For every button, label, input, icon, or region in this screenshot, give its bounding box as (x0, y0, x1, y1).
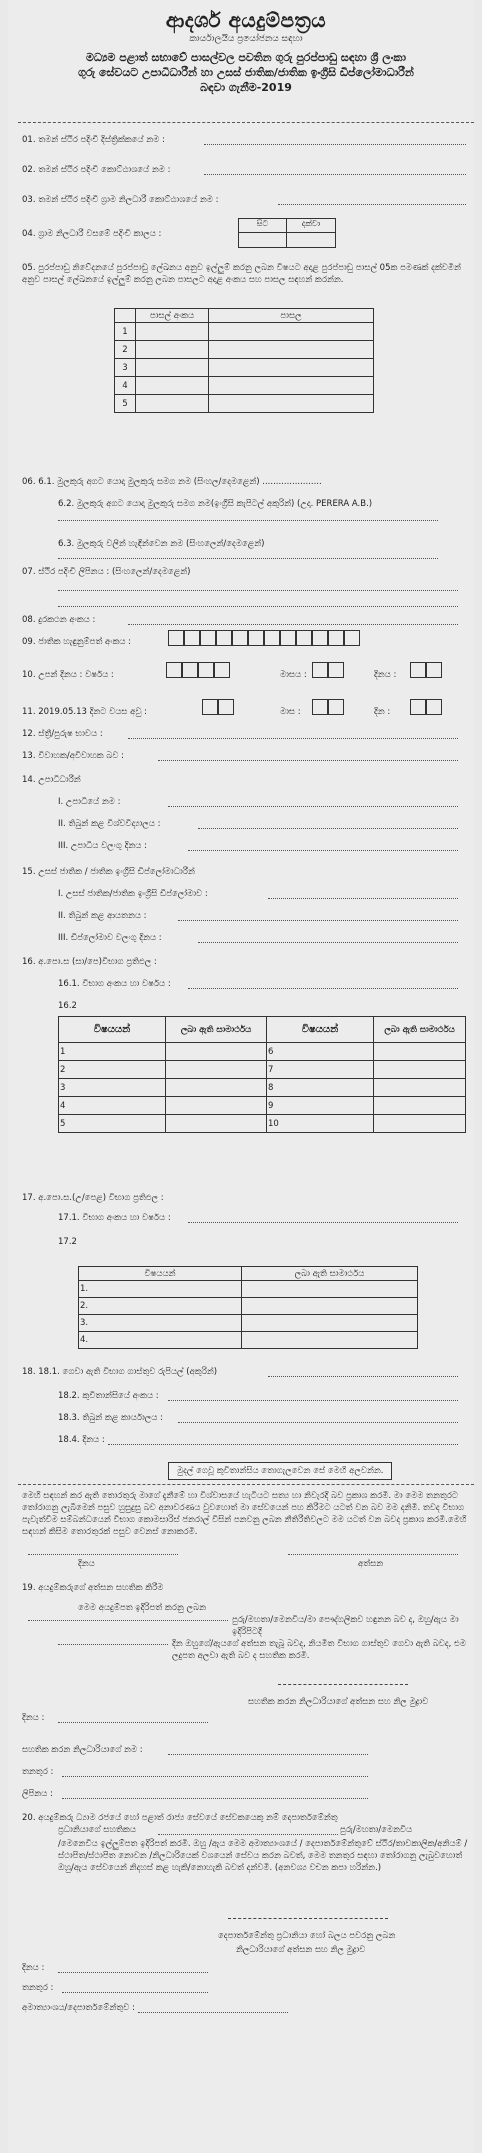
dob-day-label: දිනය : (374, 670, 397, 680)
ol-results-table (58, 1016, 466, 1133)
table-row[interactable]: 2 (115, 341, 374, 359)
declaration-signature-input[interactable] (288, 1554, 458, 1555)
degree-name-input[interactable] (168, 806, 458, 807)
gn-division-input[interactable] (278, 204, 466, 205)
paid-date-input[interactable] (108, 1444, 458, 1445)
diploma-input[interactable] (268, 898, 458, 899)
office-use-label: කාර්යාලයීය ප්‍රයෝජනය සඳහා (189, 34, 303, 44)
form-page (8, 0, 474, 2153)
nic-number: 09. ජාතික හැඳුනුම්පත් අංකය : (22, 637, 132, 647)
name-by-initials-input[interactable] (58, 558, 438, 559)
schools-table (114, 308, 374, 413)
table-row[interactable]: 2 7 (59, 1061, 466, 1079)
declaration-signature-label: අත්සන (358, 1559, 384, 1569)
residence-period-box[interactable] (238, 218, 336, 248)
civil-status-input[interactable] (158, 760, 458, 761)
al-results-subheading: 17.2 (58, 1237, 77, 1247)
paid-office: 18.3. තිබුන් කළ කාර්යාලය : (58, 1413, 163, 1423)
degree-valid-date: III. උපාධිය වලංගු දිනය : (58, 841, 147, 851)
al-grade-header: ලබා ඇති සාමාර්ථය (242, 1267, 418, 1281)
form-heading (18, 50, 474, 95)
nic-boxes[interactable] (168, 630, 360, 646)
ol-index-year: 16.1. විභාග අංකය හා වර්ෂය : (58, 979, 171, 989)
phone-number: 08. දුරකථන අංකය : (22, 615, 96, 625)
employee-title: පුරු/මහතා/මෙනවිය (340, 1825, 413, 1835)
form-frame (18, 6, 474, 2146)
department-head-signature-line[interactable] (228, 1918, 388, 1919)
name-en-input[interactable] (58, 520, 438, 521)
form-title: ආදර්ශ අයදුම්පත්‍රය (165, 8, 327, 32)
declaration-date-input[interactable] (28, 1554, 178, 1555)
certification-date-input[interactable] (58, 1644, 168, 1645)
ministry-input[interactable] (138, 2012, 288, 2013)
certifier-post-label: තනතුර : (22, 1767, 54, 1777)
phone-input[interactable] (128, 624, 458, 625)
department-date-label: දිනය : (22, 1963, 45, 1973)
table-row[interactable]: 5 (115, 395, 374, 413)
paid-office-input[interactable] (178, 1422, 458, 1423)
certification-line-2: පුරු/මහතා/මෙනවිය/මා පෞද්ගලිකව හඳුනන බව ද, ඔහු/ඇය මා ඉදිරිපිටදී (232, 1615, 459, 1637)
table-row[interactable]: 4 9 (59, 1097, 466, 1115)
university: II. තිබුන් කළ විශ්වවිද්‍යාලය : (58, 819, 161, 829)
al-subject-header: විෂයයන් (79, 1267, 242, 1281)
dob-year-boxes[interactable] (166, 662, 230, 678)
department-head-heading: 20. අයදුම්කරු ධ්‍යාම රජයේ හෝ පළාත් රාජ්‍ය සේවයේ සේවකයෙකු නම් දෙපාර්තමේන්තු (22, 1813, 338, 1823)
declaration-date-label: දිනය (78, 1559, 95, 1569)
to-label: දක්වා (287, 219, 335, 233)
table-row[interactable]: 3 8 (59, 1079, 466, 1097)
field-schools-instructions: 05. පුරප්පාඩු නිවේදනයේ පුරප්පාඩු ලේඛනය අනුව ඉල්ලුම් කරනු ලබන විෂයට අදාළ පුරප්පාඩු පාසල් 05ක පමණක් දක්වමින් අනුව පාසල් ලේඛනයේ ඉල්ලුම් කරනු ලබන පාසලට අදාළ අංකය සහ පාසල සඳහන් කරන්න. (22, 263, 461, 285)
civil-status: 13. විවාහක/අවිවාහක බව : (22, 751, 124, 761)
department-head-sig-label-2: නිලධාරියාගේ අත්සන සහ නිල මුද්‍රාව (236, 1945, 366, 1955)
department-post-input[interactable] (62, 1992, 208, 1993)
age-months-label: මාස : (280, 707, 301, 717)
department-head-cert-label: ප්‍රධානියාගේ සහතිකය (58, 1825, 136, 1835)
table-row[interactable]: 3. (79, 1315, 418, 1332)
al-results-heading: 17. අ.පො.ස.(උ/පෙළ) විභාග ප්‍රතිඵල : (22, 1193, 164, 1203)
age-days-boxes[interactable] (410, 699, 442, 715)
ministry-label: අමාත්‍යාංශය/දෙපාර්තමේන්තුව : (22, 2003, 135, 2013)
department-head-text: /මෙනෙවිය ඉල්ලුම්පත ඉදිරිපත් කරමි. ඔහු /ඇය මෙම අමාත්‍යාංශයේ / දෙපාර්තමේන්තුවේ ස්ථිර/තාවකාලික/අනියම් /ස්ථාපිත/ස්ථාපිත නොවන /නිලධාරියෙක් වශයෙන් සේවය කරන බවත්, මෙම තනතුර සඳහා තෝරාගනු ලැබුවහොත් ඔහු/ඇය සේවයෙන් නිදහස් කළ හැකි/නොහැකි බවත් දන්වමි. (අනවශ්‍ය වචන කපා හරින්න.) (58, 1839, 468, 1873)
certifier-signature-line[interactable] (278, 1684, 408, 1685)
from-label: සිට (239, 219, 287, 233)
division-input[interactable] (204, 174, 466, 175)
table-row[interactable]: 5 10 (59, 1115, 466, 1133)
dob-month-boxes[interactable] (312, 662, 344, 678)
certifier-post-input[interactable] (62, 1776, 368, 1777)
al-index-input[interactable] (188, 1222, 458, 1223)
diploma-heading: 15. උසස් ජාතික / ජාතික ඉංග්‍රීසි ඩිප්ලෝමාධාරීන් (22, 867, 195, 877)
certification-line-1: මෙම අයදුම්පත ඉදිරිපත් කරනු ලබන (78, 1603, 206, 1613)
certifier-date-label: දිනය : (22, 1713, 45, 1723)
diploma-institute: II. තිබුන් කළ ආයතනය : (58, 911, 147, 921)
exam-fee-input[interactable] (268, 1376, 458, 1377)
table-row[interactable]: 3 (115, 359, 374, 377)
field-gn-division: 03. තමන් ස්ථිර පදිංචි ග්‍රාම නිලධාරී කොට්ඨාශයේ නම : (22, 195, 219, 205)
table-row[interactable]: 1 (115, 323, 374, 341)
graduates-heading: 14. උපාධිධාරීන් (22, 775, 81, 785)
table-row[interactable]: 4 (115, 377, 374, 395)
certifier-date-input[interactable] (58, 1722, 208, 1723)
age-years-boxes[interactable] (202, 699, 234, 715)
ol-grade-header: ලබා ඇති සාමාර්ථය (166, 1017, 267, 1043)
permanent-address: 07. ස්ථිර පදිංචි ලිපිනය : (සිංහලෙන්/දෙමළෙන්) (22, 567, 191, 577)
age-label: 11. 2019.05.13 දිනට වයස අවු : (22, 707, 148, 717)
declaration-text: මෙහි සඳහන් කර ඇති තොරතුරු මාගේ දැනීමේ හා විශ්වාසයේ හැටියට සත්‍ය හා නිවැරදි බව ප්‍රකාශ කරමි. මා මෙම තනතුරට තෝරාගනු ලැබීමෙන් පසුව හුසුදුසු බව අනාවරණය වුවහොත් මා සේවයෙන් පහ කිරීමට යටත් වන බව මම දනිමි. තවද විභාග පැවැත්වීම සම්බන්ධයෙන් විභාග කොමසාරිස් ජනරාල් විසින් පනවනු ලබන නීතිරීතිවලට මම යටත් වන බවද ප්‍රකාශ කරමි.මෙහි සඳහන් කිසිම තොරතුරක් පසුව වෙනස් නොකරමි. (22, 1491, 467, 1537)
diploma-valid-date-input[interactable] (198, 942, 458, 943)
district-input[interactable] (204, 144, 466, 145)
employee-name-input[interactable] (158, 1834, 338, 1835)
table-row[interactable]: 1 6 (59, 1043, 466, 1061)
signature-certification-heading: 19. අයදුම්කරුගේ අත්සන සහතික කිරීම (22, 1583, 164, 1593)
ol-index-input[interactable] (188, 988, 458, 989)
name-with-initials-en: 6.2. මුලකුරු අගට යොදා මුලකුරු සමග නම(ඉංග්‍රීසි කැපිටල් අකුරින්) (උදා. PERERA A.B.) (58, 499, 373, 509)
certifier-name-label: සහතික කරන නිලධාරියාගේ නම : (22, 1745, 143, 1755)
gender: 12. ස්ත්‍රී/පුරුෂ භාවය : (22, 729, 103, 739)
university-input[interactable] (198, 828, 458, 829)
school-name-header: පාසල (209, 309, 374, 323)
address-input-1[interactable] (58, 590, 458, 591)
table-row[interactable]: 4. (79, 1332, 418, 1349)
gender-input[interactable] (128, 738, 458, 739)
table-row[interactable]: 2. (79, 1298, 418, 1315)
ol-subject-header: විෂයයන් (59, 1017, 166, 1043)
dob-month-label: මාසය : (280, 670, 307, 680)
address-input-2[interactable] (58, 606, 458, 607)
heading-line-2: ගුරු සේවයට උපාධිධාරීන් හා උසස් ජාතික/ජාතික ඉංග්‍රීසි ඩිප්ලෝමාධාරීන් (78, 66, 414, 79)
school-no-header: පාසල් අංකය (136, 309, 209, 323)
age-months-boxes[interactable] (312, 699, 344, 715)
certifier-address-input[interactable] (62, 1798, 368, 1799)
heading-line-1: මධ්‍යම පළාත් සභාවේ පාසල්වල පවතින ගුරු පුරප්පාඩු සඳහා ශ්‍රී ලංකා (86, 51, 406, 64)
name-by-initials: 6.3. මුලකුරු වලින් හැඳින්වෙන නම (සිංහලෙන්/දෙමළෙන්) (58, 539, 265, 549)
table-row[interactable]: 1. (79, 1281, 418, 1298)
divider (18, 1484, 474, 1485)
certifier-address-label: ලිපිනය : (22, 1789, 53, 1799)
ol-subject-header-2: විෂයයන් (267, 1017, 374, 1043)
field-district: 01. තමන් ස්ථිර පදිංචි දිස්ත්‍රික්කයේ නම : (22, 135, 165, 145)
heading-line-3: බඳවා ගැනීම-2019 (200, 81, 292, 94)
diploma-institute-input[interactable] (178, 920, 458, 921)
age-days-label: දින : (374, 707, 391, 717)
department-head-sig-label-1: දෙපාර්තමේන්තු ප්‍රධානියා හෝ බලය පවරනු ලබන (218, 1931, 396, 1941)
dob-year-label: 10. උපන් දිනය : වර්ෂය : (22, 670, 114, 680)
degree-valid-date-input[interactable] (188, 850, 458, 851)
ol-grade-header-2: ලබා ඇති සාමාර්ථය (374, 1017, 466, 1043)
name-with-initials-si: 06. 6.1. මුලකුරු අගට යොදා මුලකුරු සමග නම (සිංහල/දෙමළෙන්) ...................... (22, 477, 322, 487)
al-results-table (78, 1266, 418, 1349)
dob-day-boxes[interactable] (410, 662, 442, 678)
ol-results-subheading: 16.2 (58, 1001, 77, 1011)
diploma-name: I. උසස් ජාතික/ජාතික ඉංග්‍රීසි ඩිප්ලෝමාව : (58, 889, 208, 899)
paid-date: 18.4. දිනය : (58, 1435, 105, 1445)
certifier-name-input[interactable] (168, 1754, 368, 1755)
divider (18, 122, 474, 123)
certification-name-input[interactable] (28, 1620, 228, 1621)
diploma-valid-date: III. ඩිප්ලෝමාව වලංගු දිනය : (58, 933, 162, 943)
receipt-paste-box[interactable]: මුදල් ගෙවූ කුවිතාන්සිය තොගැලවෙන සේ මෙහි අලවන්න. (168, 1462, 392, 1480)
field-division: 02. තමන් ස්ථිර පදිංචි කොට්ඨාශයේ නම : (22, 165, 171, 175)
al-index-year: 17.1. විභාග අංකය හා වර්ෂය : (58, 1213, 171, 1223)
certifier-signature-label: සහතික කරන නිලධාරියාගේ අත්සන සහ නිල මුද්‍රාව (248, 1697, 429, 1707)
field-residence-period: 04. ග්‍රාම නිලධාරී වසමේ පදිංචි කාලය : (22, 229, 162, 239)
department-post-label: තනතුර : (22, 1983, 54, 1993)
certification-line-3: දින ඔහුගේ/ඇයගේ අත්සන තැබූ බවද, නියමිත විභාග ගාස්තුව ගෙවා ඇති බවද, එම ලදුපත අලවා ඇති බව ද සහතික කරමි. (172, 1639, 466, 1661)
ol-results-heading: 16. අ.පො.ස (සා/පෙ)විභාග ප්‍රතිඵල : (22, 957, 157, 967)
receipt-number-input[interactable] (168, 1400, 458, 1401)
degree-name: I. උපාධියේ නම : (58, 797, 121, 807)
receipt-number: 18.2. කුවිතාන්සියේ අංකය : (58, 1391, 159, 1401)
exam-fee-words: 18. 18.1. ගෙවා ඇති විභාග ගාස්තුව රුපියල් (අකුරින්) (22, 1367, 218, 1377)
department-date-input[interactable] (58, 1972, 208, 1973)
